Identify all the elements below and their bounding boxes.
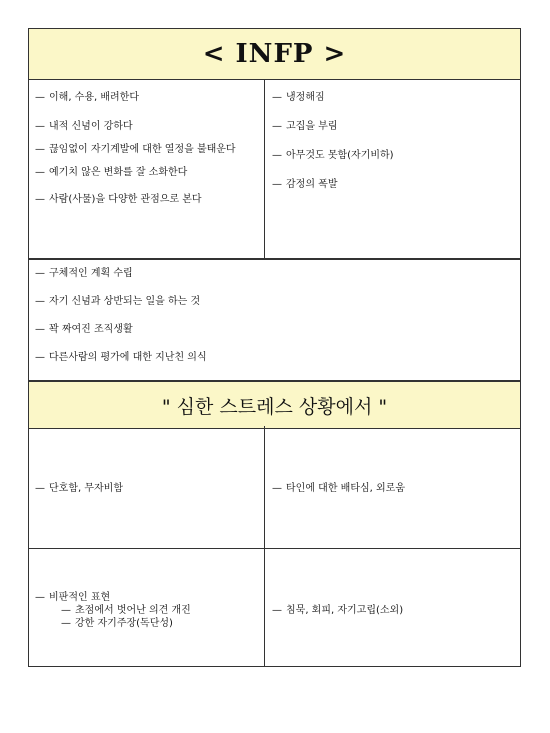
list-item: — 냉정해짐 (272, 92, 325, 103)
list-item: — 꽉 짜여진 조직생활 (35, 324, 133, 335)
list-item: — 아무것도 못함(자기비하) (272, 150, 394, 161)
infp-document (28, 28, 521, 667)
list-item: — 감정의 폭발 (272, 179, 338, 190)
list-item: — 내적 신념이 강하다 (35, 121, 133, 132)
weaknesses-list (272, 91, 512, 191)
stressors-list (35, 267, 505, 364)
list-item: — 고집을 부림 (272, 121, 338, 132)
list-item: — 다른사람의 평가에 대한 지난친 의식 (35, 352, 207, 363)
sub-item: — 강한 자기주장(독단성) (61, 618, 173, 629)
list-item: — 예기치 않은 변화를 잘 소화한다 (35, 167, 188, 178)
section-title: " 심한 스트레스 상황에서 " (161, 395, 388, 418)
page-title: < INFP > (202, 39, 347, 69)
list-item: — 자기 신념과 상반되는 일을 하는 것 (35, 296, 201, 307)
grid-vertical-divider (264, 426, 265, 667)
section-divider (29, 258, 520, 260)
title-banner (29, 29, 520, 80)
subtitle-banner (29, 380, 520, 429)
grid-horizontal-divider (29, 548, 520, 549)
list-item: — 끊임없이 자기계발에 대한 열정을 불태운다 (35, 144, 236, 155)
grid-cell-r1-left: — 단호함, 무자비함 (35, 483, 123, 494)
grid-cell-r2-right: — 침묵, 회피, 자기고립(소외) (272, 605, 404, 616)
grid-cell-r1-right: — 타인에 대한 배타심, 외로움 (272, 483, 405, 494)
top-divider (264, 80, 265, 258)
strengths-list (35, 91, 260, 206)
list-item: — 이해, 수용, 배려한다 (35, 92, 139, 103)
grid-cell-r2-left: — 비판적인 표현 — 초점에서 벗어난 의견 개진 — 강한 자기주장(독단성) (35, 591, 260, 630)
list-item: — 구체적인 계획 수립 (35, 268, 133, 279)
sub-item: — 초점에서 벗어난 의견 개진 (61, 605, 191, 616)
list-item: — 사람(사물)을 다양한 관점으로 본다 (35, 194, 202, 205)
